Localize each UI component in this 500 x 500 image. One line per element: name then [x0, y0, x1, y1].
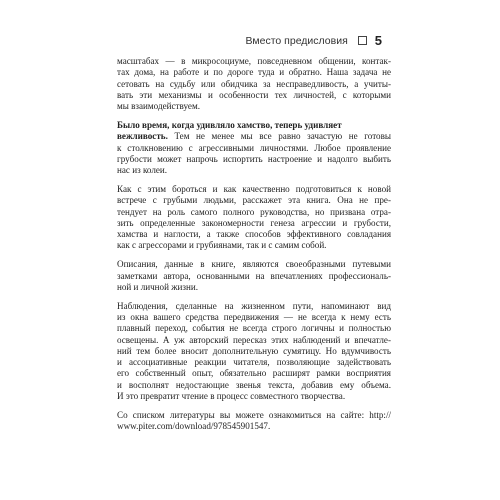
paragraph-1 — [117, 56, 391, 112]
text-line — [117, 131, 391, 142]
text-line: масштабах — в микросоциуме, повседневном общении, контак- — [117, 56, 391, 66]
paragraph-3 — [117, 184, 391, 252]
text-line: ной и личной жизни. — [117, 281, 198, 292]
text-line: тендует на роль самого полного руководства, но призвана отра- — [117, 206, 391, 217]
text-line: заметками автора, основанными на впечатлениях профессиональ- — [117, 270, 391, 281]
text-line: мы взаимодействуем. — [117, 101, 200, 112]
text-line: освещены. А уж авторский пересказ этих наблюдений и впечатле- — [117, 334, 391, 345]
text-line: его собственный опыт, обязательно расширят рамки восприятия — [117, 368, 391, 379]
emphasis-line: Было время, когда удивляло хамство, теперь удивляет — [117, 119, 342, 130]
text-line: сетовать на судьбу или обидчика за несправедливость, а учиты- — [117, 78, 391, 89]
chapter-title: Вместо предисловия — [245, 34, 348, 47]
text-segment: Тем не менее мы все равно зачастую не готовы — [174, 131, 391, 142]
text-line: встрече с грубыми людьми, расскажет эта книга. Она не пре- — [117, 195, 391, 206]
text-line: и ассоциативные реакции читателя, позволяющие задействовать — [117, 357, 391, 368]
text-line: Наблюдения, сделанные на жизненном пути, напоминают вид — [117, 300, 391, 311]
text-line: из окна вашего средства передвижения — не всегда к нему есть — [117, 311, 391, 322]
text-line: Как с этим бороться и как качественно подготовиться к новой — [117, 183, 391, 194]
text-line: к столкновению с агрессивными личностями. Любое проявление — [117, 142, 391, 153]
text-line: тах дома, на работе и по дороге туда и обратно. Наша задача не — [117, 67, 391, 78]
paragraph-5 — [117, 301, 391, 403]
text-line: хамства и наглости, а также способов эффективного совладания — [117, 229, 391, 240]
text-line: Со списком литературы вы можете ознакомиться на сайте: http:// — [117, 409, 391, 420]
paragraph-6 — [117, 410, 391, 433]
text-line: и восполнят недостающие звенья текста, добавив ему объема. — [117, 379, 391, 390]
text-line: как с агрессорами и грубиянами, так и с самим собой. — [117, 240, 327, 251]
text-line: И это превратит чтение в процесс совместного творчества. — [117, 391, 346, 402]
emphasis-text: вежливость. — [117, 131, 168, 142]
text-line: грубости может напрочь испортить настроение и надолго выбить — [117, 153, 391, 164]
square-bullet-icon — [358, 36, 367, 45]
body-text — [117, 56, 391, 440]
running-head — [246, 33, 382, 48]
text-line: нас из колеи. — [117, 165, 168, 176]
paragraph-2 — [117, 120, 391, 176]
literature-link[interactable]: www.piter.com/download/978545901547. — [117, 421, 271, 432]
text-line: Описания, данные в книге, являются своеобразными путевыми — [117, 259, 391, 270]
text-line: вать эти механизмы и особенности тех личностей, с которыми — [117, 89, 391, 100]
page-number: 5 — [374, 33, 382, 48]
paragraph-4 — [117, 259, 391, 293]
text-line: ний тем более вносит дополнительную сумятицу. Но вдумчивость — [117, 345, 391, 356]
text-line: плавный переход, события не всегда строго логичны и полностью — [117, 323, 391, 334]
text-line: зить определенные закономерности генеза агрессии и грубости, — [117, 217, 391, 228]
